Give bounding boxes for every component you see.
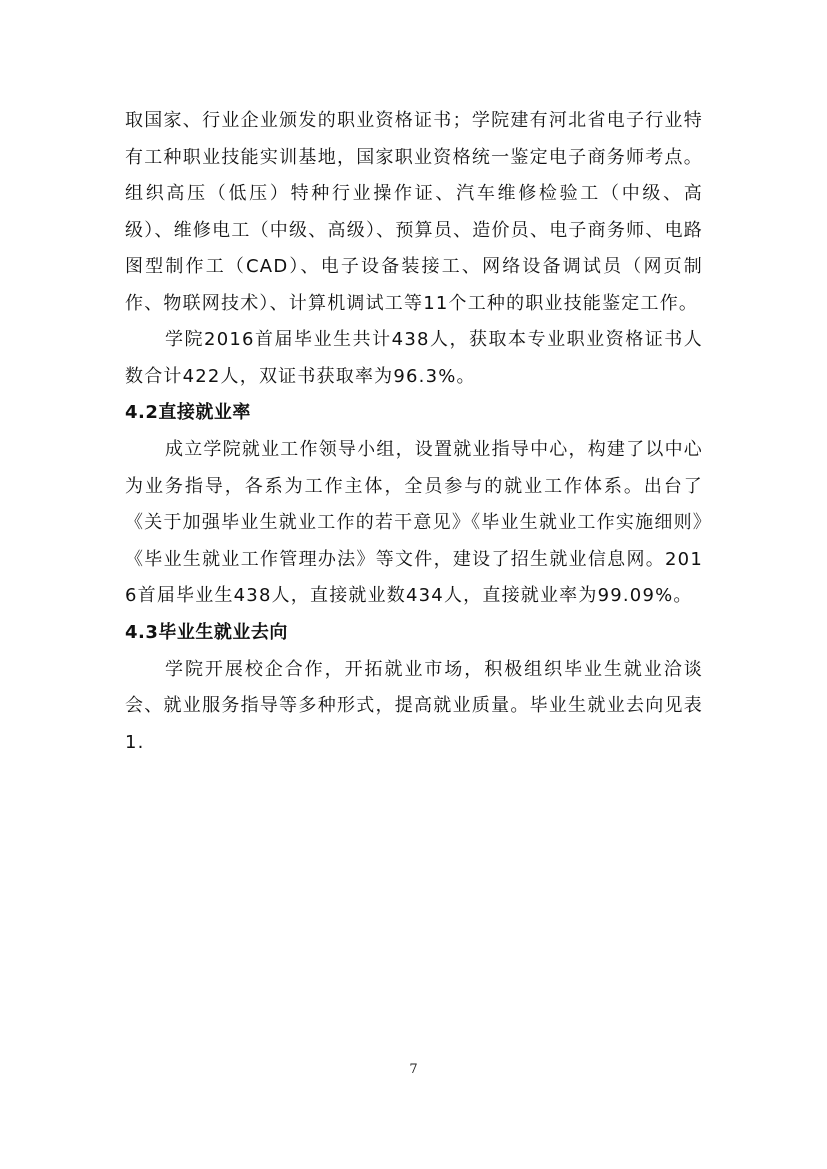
section-heading-4-3: 4.3毕业生就业去向 xyxy=(125,621,288,643)
paragraph-employment-rate: 成立学院就业工作领导小组，设置就业指导中心，构建了以中心为业务指导，各系为工作主体，全员参与的就业工作体系。出台了《关于加强毕业生就业工作的若干意见》《毕业生就业工作实施细则》《毕业生就业工作管理办法》等文件，建设了招生就业信息网。2016首届毕业生438人，直接就业数434人，直接就业率为99.09%。 xyxy=(125,439,703,606)
page-number: 7 xyxy=(409,1062,418,1077)
section-heading-4-2: 4.2直接就业率 xyxy=(125,402,251,423)
paragraph-double-certificate-rate: 学院2016首届毕业生共计438人，获取本专业职业资格证书人数合计422人，双证书获取率为96.3%。 xyxy=(125,329,703,387)
paragraph-certificates-continued: 取国家、行业企业颁发的职业资格证书；学院建有河北省电子行业特有工种职业技能实训基地，国家职业资格统一鉴定电子商务师考点。组织高压（低压）特种行业操作证、汽车维修检验工（中级、高级）、维修电工（中级、高级）、预算员、造价员、电子商务师、电路图型制作工（CAD）、电子设备装接工、网络设备调试员（网页制作、物联网技术）、计算机调试工等11个工种的职业技能鉴定工作。 xyxy=(125,110,703,314)
paragraph-employment-destination: 学院开展校企合作，开拓就业市场，积极组织毕业生就业洽谈会、就业服务指导等多种形式，提高就业质量。毕业生就业去向见表1. xyxy=(125,658,703,753)
page-body xyxy=(125,103,703,761)
